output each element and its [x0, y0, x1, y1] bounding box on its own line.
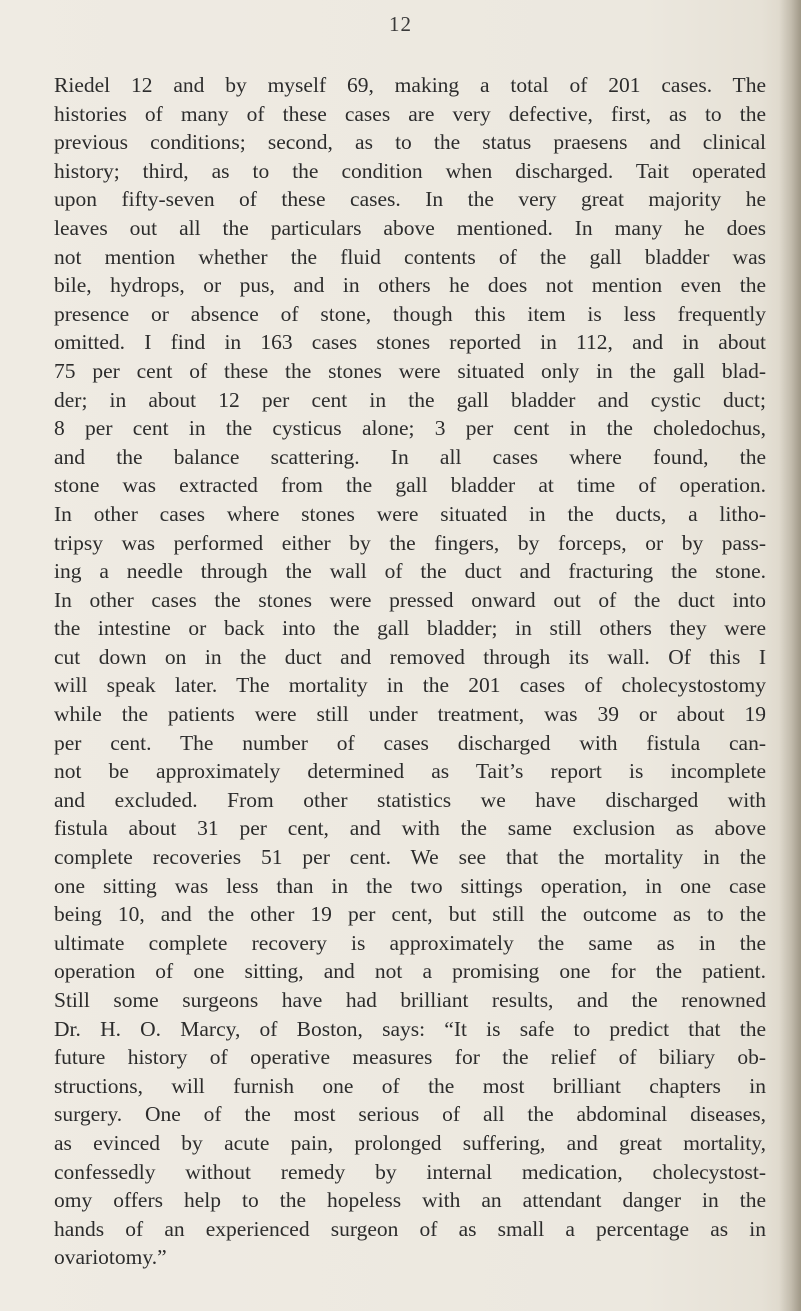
text-line: tripsy was performed either by the fingers, by forceps, or by pass- — [54, 530, 766, 555]
text-line: ultimate complete recovery is approximately the same as in the — [54, 930, 766, 955]
text-line: confessedly without remedy by internal medication, cholecystost- — [54, 1159, 766, 1184]
text-line: previous conditions; second, as to the status praesens and clinical — [54, 130, 766, 155]
text-line: bile, hydrops, or pus, and in others he does not mention even the — [54, 273, 766, 298]
text-line: not mention whether the fluid contents of the gall bladder was — [54, 244, 766, 269]
body-paragraph — [54, 71, 766, 1272]
text-line: surgery. One of the most serious of all the abdominal diseases, — [54, 1102, 766, 1127]
text-line: Dr. H. O. Marcy, of Boston, says: “It is safe to predict that the — [54, 1016, 766, 1041]
text-line: ovariotomy.” — [54, 1245, 167, 1270]
text-line: while the patients were still under treatment, was 39 or about 19 — [54, 702, 766, 727]
text-line: presence or absence of stone, though this item is less frequently — [54, 301, 766, 326]
text-line: complete recoveries 51 per cent. We see that the mortality in the — [54, 845, 766, 870]
text-line: one sitting was less than in the two sittings operation, in one case — [54, 873, 766, 898]
text-line: 75 per cent of these the stones were situated only in the gall blad- — [54, 358, 766, 383]
text-line: In other cases the stones were pressed onward out of the duct into — [54, 587, 766, 612]
text-line: and excluded. From other statistics we have discharged with — [54, 787, 766, 812]
text-line: upon fifty-seven of these cases. In the very great majority he — [54, 187, 766, 212]
text-line: histories of many of these cases are very defective, first, as to the — [54, 101, 766, 126]
text-line: Still some surgeons have had brilliant results, and the renowned — [54, 988, 766, 1012]
text-line: not be approximately determined as Tait’s report is incomplete — [54, 759, 766, 784]
text-line: future history of operative measures for the relief of biliary ob- — [54, 1045, 766, 1070]
text-line: per cent. The number of cases discharged with fistula can- — [54, 730, 766, 755]
text-line: as evinced by acute pain, prolonged suffering, and great mortality, — [54, 1130, 766, 1155]
text-line: will speak later. The mortality in the 201 cases of cholecystostomy — [54, 673, 766, 698]
text-line: operation of one sitting, and not a promising one for the patient. — [54, 959, 766, 984]
text-line: omitted. I find in 163 cases stones reported in 112, and in about — [54, 330, 766, 355]
text-line: hands of an experienced surgeon of as small a percentage as in — [54, 1216, 766, 1241]
text-line: In other cases where stones were situated in the ducts, a litho- — [54, 501, 766, 526]
text-line: the intestine or back into the gall bladder; in still others they were — [54, 616, 766, 641]
page-edge-shadow — [779, 0, 801, 1311]
text-line: omy offers help to the hopeless with an attendant danger in the — [54, 1188, 766, 1213]
text-line: stone was extracted from the gall bladder at time of operation. — [54, 473, 766, 498]
text-line: history; third, as to the condition when discharged. Tait operated — [54, 158, 766, 183]
text-line: structions, will furnish one of the most brilliant chapters in — [54, 1073, 766, 1098]
text-line: der; in about 12 per cent in the gall bladder and cystic duct; — [54, 387, 766, 412]
text-line: Riedel 12 and by myself 69, making a total of 201 cases. The — [54, 73, 766, 97]
text-line: and the balance scattering. In all cases where found, the — [54, 444, 766, 469]
page-number: 12 — [389, 12, 412, 36]
text-line: fistula about 31 per cent, and with the same exclusion as above — [54, 816, 766, 841]
text-line: being 10, and the other 19 per cent, but still the outcome as to the — [54, 902, 766, 927]
text-line: leaves out all the particulars above mentioned. In many he does — [54, 215, 766, 240]
text-line: 8 per cent in the cysticus alone; 3 per cent in the choledochus, — [54, 416, 766, 441]
text-line: ing a needle through the wall of the duct and fracturing the stone. — [54, 559, 766, 584]
text-line: cut down on in the duct and removed through its wall. Of this I — [54, 644, 766, 669]
